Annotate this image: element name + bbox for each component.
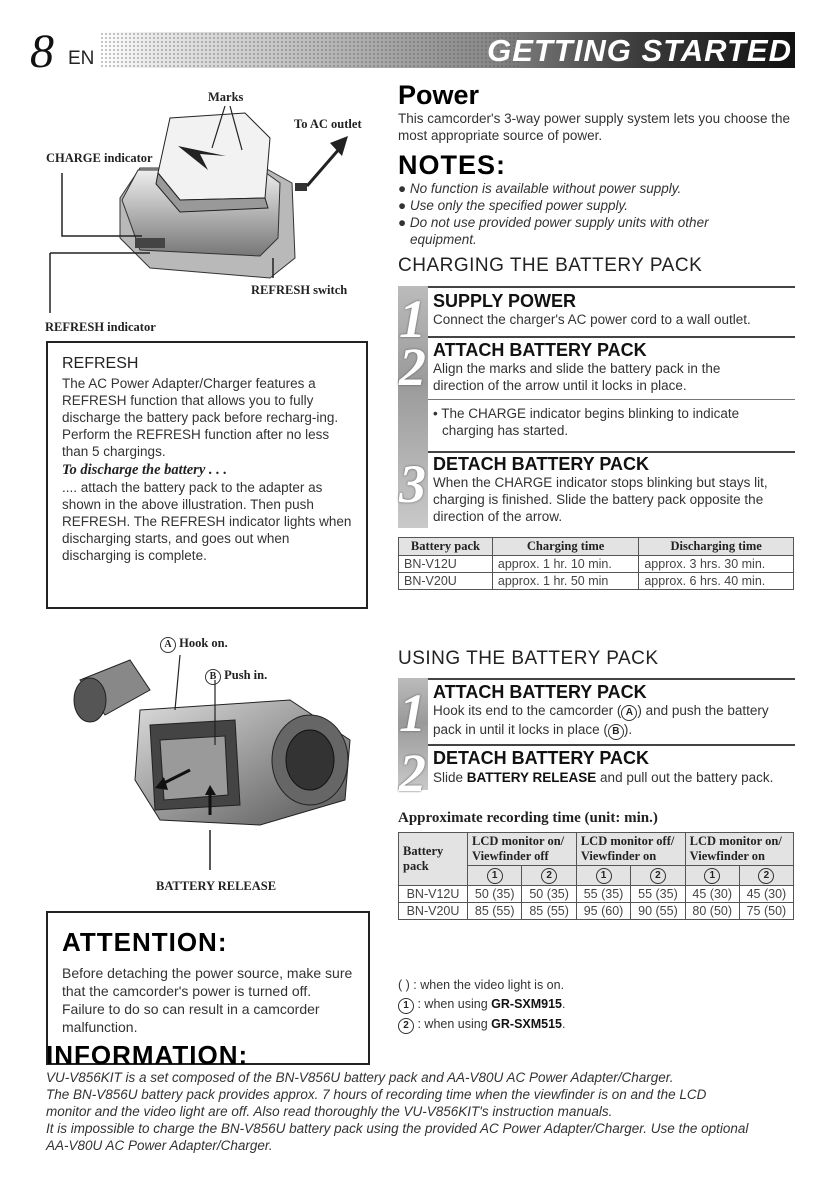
rule xyxy=(428,744,795,746)
note-item: ● Do not use provided power supply units with other equipment. xyxy=(398,215,709,247)
circle-1-icon: 1 xyxy=(487,868,503,884)
rule-thin xyxy=(428,399,795,400)
circle-2-icon: 2 xyxy=(398,1018,414,1034)
col-discharging: Discharging time xyxy=(639,538,794,556)
cell: BN-V12U xyxy=(399,556,493,573)
charging-title: CHARGING THE BATTERY PACK xyxy=(398,255,703,276)
note-item: ● No function is available without power supply. xyxy=(398,181,682,196)
col-group: LCD monitor off/ Viewfinder on xyxy=(576,833,685,866)
refresh-p1: The AC Power Adapter/Charger features a REFRESH function that allows you to fully discharge the battery pack before recharg-ing. xyxy=(62,376,339,425)
refresh-p2: Perform the REFRESH function after no less than 5 chargings. xyxy=(62,427,330,459)
cell: 75 (50) xyxy=(739,903,793,920)
cell: 45 (30) xyxy=(739,886,793,903)
cell: BN-V20U xyxy=(399,573,493,590)
cell: 45 (30) xyxy=(685,886,739,903)
cell: BN-V12U xyxy=(399,886,468,903)
circle-b-icon: B xyxy=(205,669,221,685)
refresh-box xyxy=(46,341,368,609)
page-title: GETTING STARTED xyxy=(487,33,792,68)
circle-b-icon: B xyxy=(608,724,624,740)
cell: 50 (35) xyxy=(468,886,522,903)
cell: approx. 1 hr. 10 min. xyxy=(492,556,638,573)
circle-2-icon: 2 xyxy=(650,868,666,884)
col-group: LCD monitor on/ Viewfinder off xyxy=(468,833,577,866)
cell: 55 (35) xyxy=(631,886,685,903)
refresh-subhead: To discharge the battery . . . xyxy=(62,462,228,478)
power-intro: This camcorder's 3-way power supply system lets you choose the most appropriate source of power. xyxy=(398,111,790,143)
rule xyxy=(428,336,795,338)
circle-2-icon: 2 xyxy=(758,868,774,884)
rec-title: Approximate recording time (unit: min.) xyxy=(398,810,658,826)
notes-list xyxy=(398,180,778,248)
recording-table xyxy=(398,832,794,920)
cell: BN-V20U xyxy=(399,903,468,920)
refresh-p3: .... attach the battery pack to the adapter as shown in the above illustration. Then push REFRESH. The REFRESH indicator lights when discharging starts, and goes out when discharging is complete. xyxy=(62,480,352,563)
attention-title: ATTENTION: xyxy=(62,927,228,957)
label-hook: A Hook on. xyxy=(160,636,228,653)
step-number: 1 xyxy=(399,289,426,349)
table-row xyxy=(399,903,794,920)
step-title: ATTACH BATTERY PACK xyxy=(433,682,647,702)
foot-note-3: 2 : when using GR-SXM515. xyxy=(398,1016,566,1034)
foot-note-2: 1 : when using GR-SXM915. xyxy=(398,996,566,1014)
page-number: 8 xyxy=(30,25,54,78)
foot-note-1: ( ) : when the video light is on. xyxy=(398,978,565,992)
cell: 50 (35) xyxy=(522,886,576,903)
col-group: LCD monitor on/ Viewfinder on xyxy=(685,833,793,866)
cell: 85 (55) xyxy=(522,903,576,920)
label-refresh-switch: REFRESH switch xyxy=(251,283,348,297)
info-line: monitor and the video light are off. Also read thoroughly the VU-V856KIT's instruction manuals. xyxy=(46,1104,613,1119)
label-marks: Marks xyxy=(208,90,244,104)
cell: 55 (35) xyxy=(576,886,630,903)
cell: 95 (60) xyxy=(576,903,630,920)
col-charging: Charging time xyxy=(492,538,638,556)
table-header-row xyxy=(399,833,794,866)
step-note: • The CHARGE indicator begins blinking to indicate charging has started. xyxy=(433,406,740,438)
circle-1-icon: 1 xyxy=(596,868,612,884)
info-line: AA-V80U AC Power Adapter/Charger. xyxy=(46,1138,273,1153)
table-row xyxy=(399,556,794,573)
table-header-row xyxy=(399,538,794,556)
step-text: Align the marks and slide the battery pack in the direction of the arrow until it locks in place. xyxy=(433,361,721,393)
label-charge: CHARGE indicator xyxy=(46,151,153,165)
info-line: It is impossible to charge the BN-V856U battery pack using the provided AC Power Adapter/Charger. Use the optional xyxy=(46,1121,749,1136)
cell: 85 (55) xyxy=(468,903,522,920)
cell: approx. 3 hrs. 30 min. xyxy=(639,556,794,573)
notes-title: NOTES: xyxy=(398,150,507,180)
rule xyxy=(428,678,795,680)
information-title: INFORMATION: xyxy=(46,1040,249,1070)
charging-table xyxy=(398,537,794,590)
label-to-ac: To AC outlet xyxy=(294,117,362,131)
attention-text: Before detaching the power source, make sure that the camcorder's power is turned off. Failure to do so can result in a camcorder malfunction. xyxy=(62,965,353,1035)
label-refresh-indicator: REFRESH indicator xyxy=(45,320,156,334)
cell: 80 (50) xyxy=(685,903,739,920)
step-title: DETACH BATTERY PACK xyxy=(433,748,649,768)
label-push: B Push in. xyxy=(205,668,267,685)
step-number: 2 xyxy=(399,743,426,803)
cell: approx. 6 hrs. 40 min. xyxy=(639,573,794,590)
power-title: Power xyxy=(398,80,480,110)
step-title: SUPPLY POWER xyxy=(433,291,577,311)
table-row xyxy=(399,573,794,590)
circle-2-icon: 2 xyxy=(541,868,557,884)
col-battery: Battery pack xyxy=(399,833,468,886)
circle-a-icon: A xyxy=(160,637,176,653)
table-row xyxy=(399,886,794,903)
step-text: Hook its end to the camcorder ( A ) and push the battery pack in until it locks in place ( B ). xyxy=(433,702,795,740)
step-text: Slide BATTERY RELEASE and pull out the battery pack. xyxy=(433,770,774,785)
using-title: USING THE BATTERY PACK xyxy=(398,648,659,669)
step-number: 2 xyxy=(399,337,426,397)
step-number: 1 xyxy=(399,683,426,743)
info-line: The BN-V856U battery pack provides approx. 7 hours of recording time when the viewfinder is on and the LCD xyxy=(46,1087,707,1102)
refresh-title: REFRESH xyxy=(62,355,139,372)
circle-1-icon: 1 xyxy=(704,868,720,884)
info-line: VU-V856KIT is a set composed of the BN-V856U battery pack and AA-V80U AC Power Adapter/Charger. xyxy=(46,1070,674,1085)
cell: 90 (55) xyxy=(631,903,685,920)
step-text: When the CHARGE indicator stops blinking but stays lit, charging is finished. Slide the battery pack opposite the direction of the arrow. xyxy=(433,475,768,524)
page-lang: EN xyxy=(68,48,95,69)
step-title: ATTACH BATTERY PACK xyxy=(433,340,647,360)
header-dots xyxy=(100,32,520,68)
rule xyxy=(428,451,795,453)
step-text: Connect the charger's AC power cord to a wall outlet. xyxy=(433,312,751,327)
rule xyxy=(428,286,795,288)
circle-a-icon: A xyxy=(621,705,637,721)
circle-1-icon: 1 xyxy=(398,998,414,1014)
information-text xyxy=(46,1069,806,1154)
step-title: DETACH BATTERY PACK xyxy=(433,454,649,474)
step-number: 3 xyxy=(399,454,426,514)
col-battery: Battery pack xyxy=(399,538,493,556)
note-item: ● Use only the specified power supply. xyxy=(398,198,629,213)
label-battery-release: BATTERY RELEASE xyxy=(156,879,277,893)
cell: approx. 1 hr. 50 min xyxy=(492,573,638,590)
